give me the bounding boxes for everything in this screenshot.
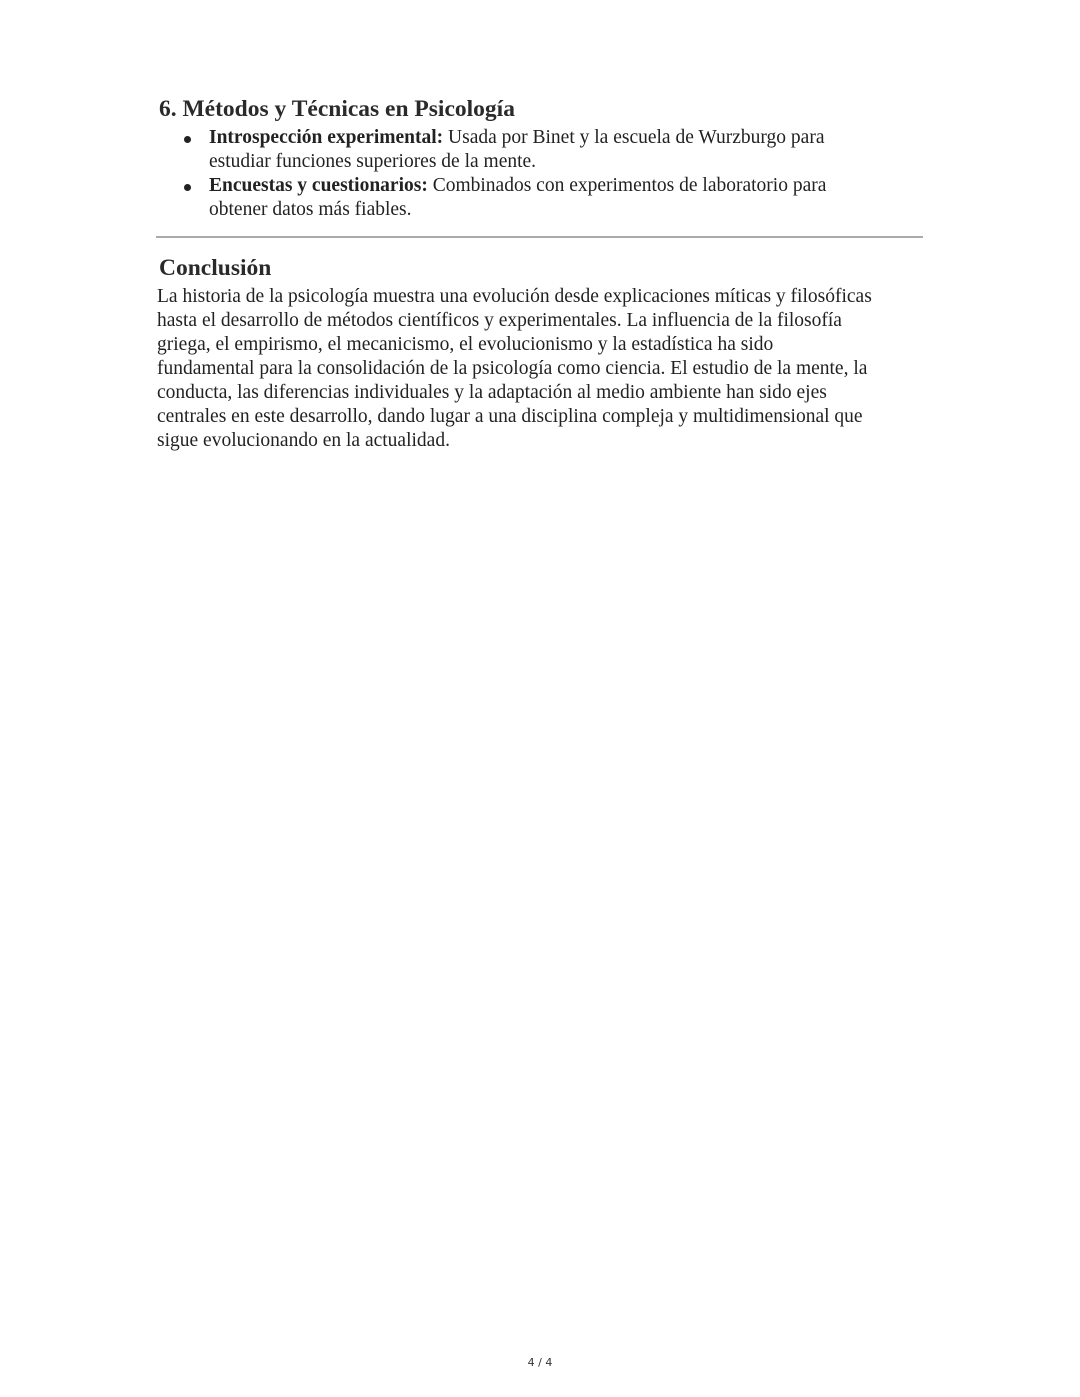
section-heading: 6. Métodos y Técnicas en Psicología (159, 96, 515, 122)
conclusion-heading: Conclusión (159, 255, 272, 281)
item-text: obtener datos más fiables. (209, 199, 412, 220)
item-term: Encuestas y cuestionarios: (209, 175, 428, 196)
list-item (209, 174, 826, 222)
bullet-icon (184, 184, 191, 191)
list-item (209, 126, 826, 174)
page-number: 4 / 4 (527, 1356, 553, 1369)
paragraph-line: fundamental para la consolidación de la psicología como ciencia. El estudio de la mente, la (157, 358, 868, 379)
item-term: Introspección experimental: (209, 127, 444, 148)
paragraph-line: hasta el desarrollo de métodos científicos y experimentales. La influencia de la filosofía (157, 310, 842, 331)
divider (156, 236, 923, 238)
paragraph-line: conducta, las diferencias individuales y la adaptación al medio ambiente han sido ejes (157, 382, 827, 403)
methods-list (209, 126, 826, 222)
bullet-icon (184, 136, 191, 143)
item-text: Usada por Binet y la escuela de Wurzburgo para (443, 127, 825, 148)
item-text: estudiar funciones superiores de la mente. (209, 151, 537, 172)
paragraph-line: sigue evolucionando en la actualidad. (157, 430, 450, 451)
paragraph-line: centrales en este desarrollo, dando lugar a una disciplina compleja y multidimensional que (157, 406, 863, 427)
paragraph-line: griega, el empirismo, el mecanicismo, el evolucionismo y la estadística ha sido (157, 334, 774, 355)
paragraph-line: La historia de la psicología muestra una evolución desde explicaciones míticas y filosóficas (157, 286, 872, 307)
conclusion-paragraph (157, 285, 872, 453)
item-text: Combinados con experimentos de laboratorio para (427, 175, 827, 196)
